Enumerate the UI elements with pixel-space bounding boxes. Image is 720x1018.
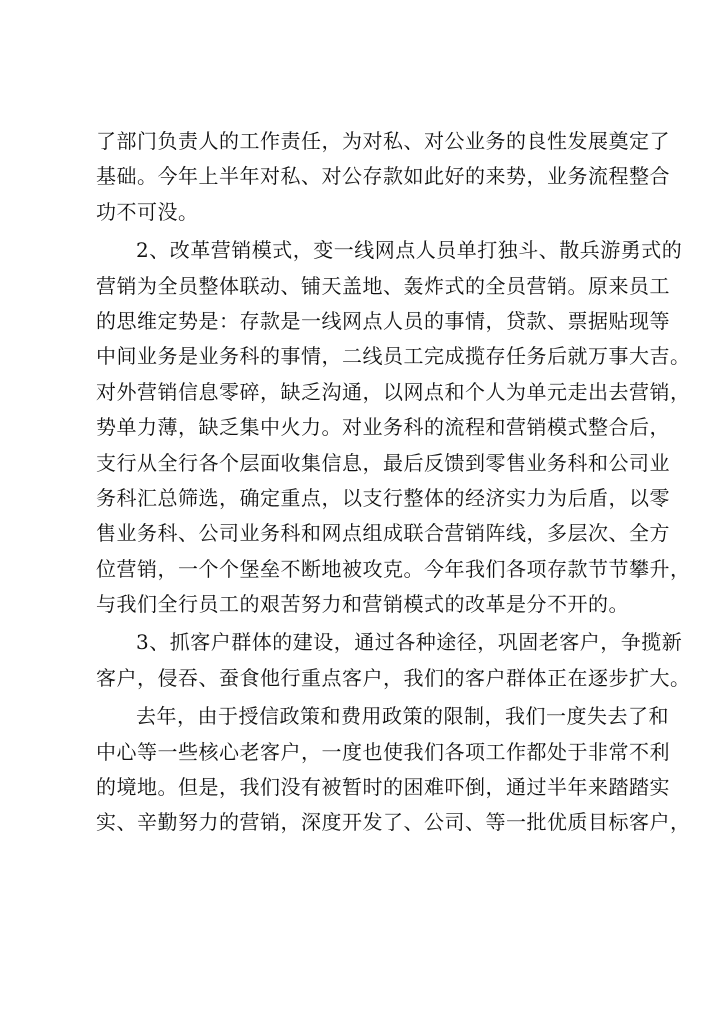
- text-line: 务科汇总筛选，确定重点，以支行整体的经济实力为后盾，以零: [96, 485, 670, 510]
- text-line: 去年，由于授信政策和费用政策的限制，我们一度失去了和: [136, 704, 669, 729]
- text-line: 客户，侵吞、蚕食他行重点客户，我们的客户群体正在逐步扩大。: [96, 665, 691, 690]
- paragraph-4: [96, 699, 691, 841]
- paragraph-2: [96, 233, 691, 622]
- text-line: 位营销，一个个堡垒不断地被攻克。今年我们各项存款节节攀升，: [96, 556, 691, 581]
- paragraph-3: [96, 625, 691, 696]
- text-line: 了部门负责人的工作责任，为对私、对公业务的良性发展奠定了: [96, 129, 670, 153]
- text-line: 营销为全员整体联动、铺天盖地、轰炸式的全员营销。原来员工: [96, 273, 670, 298]
- text-line: 中间业务是业务科的事情，二线员工完成揽存任务后就万事大吉。: [96, 344, 691, 369]
- text-line: 的思维定势是：存款是一线网点人员的事情，贷款、票据贴现等: [96, 308, 670, 333]
- text-line: 支行从全行各个层面收集信息，最后反馈到零售业务科和公司业: [96, 450, 670, 475]
- text-line: 基础。今年上半年对私、对公存款如此好的来势，业务流程整合: [96, 164, 670, 189]
- text-line: 3、抓客户群体的建设，通过各种途径，巩固老客户，争揽新: [136, 630, 683, 655]
- text-line: 中心等一些核心老客户，一度也使我们各项工作都处于非常不利: [96, 739, 670, 764]
- document-body: [96, 124, 691, 841]
- text-line: 对外营销信息零碎，缺乏沟通，以网点和个人为单元走出去营销，: [96, 379, 691, 404]
- text-line: 2、改革营销模式，变一线网点人员单打独斗、散兵游勇式的: [136, 238, 683, 263]
- text-line: 实、辛勤努力的营销，深度开发了、公司、等一批优质目标客户，: [96, 810, 691, 835]
- text-line: 与我们全行员工的艰苦努力和营销模式的改革是分不开的。: [96, 592, 629, 617]
- text-line: 功不可没。: [96, 199, 199, 224]
- text-line: 售业务科、公司业务科和网点组成联合营销阵线，多层次、全方: [96, 521, 670, 546]
- text-line: 的境地。但是，我们没有被暂时的困难吓倒，通过半年来踏踏实: [96, 775, 670, 800]
- text-line: 势单力薄，缺乏集中火力。对业务科的流程和营销模式整合后，: [96, 415, 670, 440]
- paragraph-1: [96, 124, 670, 230]
